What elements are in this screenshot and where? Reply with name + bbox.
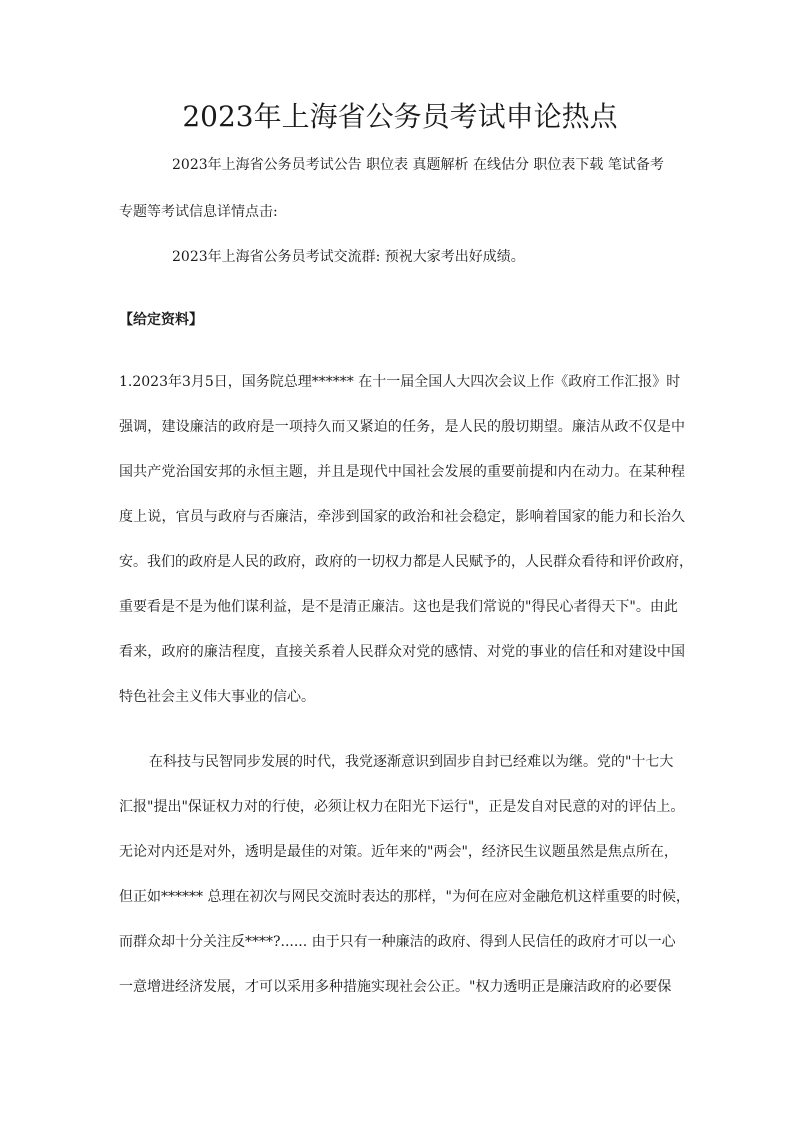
page-title: 2023年上海省公务员考试申论热点 [182, 100, 618, 133]
para2-line-1: 在科技与民智同步发展的时代，我党逐渐意识到固步自封已经难以为继。党的"十七大 [149, 754, 674, 770]
para1-line-2: 强调，建设廉洁的政府是一项持久而又紧迫的任务，是人民的殷切期望。廉洁从政不仅是中 [119, 419, 685, 435]
exchange-group-line: 2023年上海省公务员考试交流群: 预祝大家考出好成绩。 [172, 249, 525, 265]
para1-line-6: 重要看是不是为他们谋利益，是不是清正廉洁。这也是我们常说的"得民心者得天下"。由此 [119, 599, 678, 615]
section-heading: 【给定资料】 [119, 312, 203, 328]
intro-line-1: 2023年上海省公务员考试公告 职位表 真题解析 在线估分 职位表下载 笔试备考 [172, 157, 664, 173]
para1-line-7: 看来，政府的廉洁程度，直接关系着人民群众对党的感情、对党的事业的信任和对建设中国 [119, 644, 685, 660]
para2-line-3: 无论对内还是对外，透明是最佳的对策。近年来的"两会"，经济民生议题虽然是焦点所在， [119, 844, 678, 860]
para1-line-4: 度上说，官员与政府与否廉洁，牵涉到国家的政治和社会稳定，影响着国家的能力和长治久 [119, 509, 685, 525]
para1-line-1: 1.2023年3月5日，国务院总理****** 在十一届全国人大四次会议上作《政府工作汇报》时 [119, 374, 681, 390]
para1-line-8: 特色社会主义伟大事业的信心。 [119, 689, 315, 705]
para1-line-5: 安。我们的政府是人民的政府，政府的一切权力都是人民赋予的，人民群众看待和评价政府， [119, 554, 693, 570]
para2-line-5: 而群众却十分关注反****?...... 由于只有一种廉洁的政府、得到人民信任的政府才可以一心 [119, 934, 676, 950]
intro-line-2: 专题等考试信息详情点击: [119, 204, 278, 220]
para2-line-2: 汇报"提出"保证权力对的行使，必须让权力在阳光下运行"，正是发自对民意的对的评估上。 [119, 799, 685, 815]
para2-line-6: 一意增进经济发展，才可以采用多种措施实现社会公正。"权力透明正是廉洁政府的必要保 [119, 979, 672, 995]
para1-line-3: 国共产党治国安邦的永恒主题，并且是现代中国社会发展的重要前提和内在动力。在某种程 [119, 464, 685, 480]
para2-line-4: 但正如****** 总理在初次与网民交流时表达的那样，"为何在应对金融危机这样重要的时候， [119, 889, 690, 905]
